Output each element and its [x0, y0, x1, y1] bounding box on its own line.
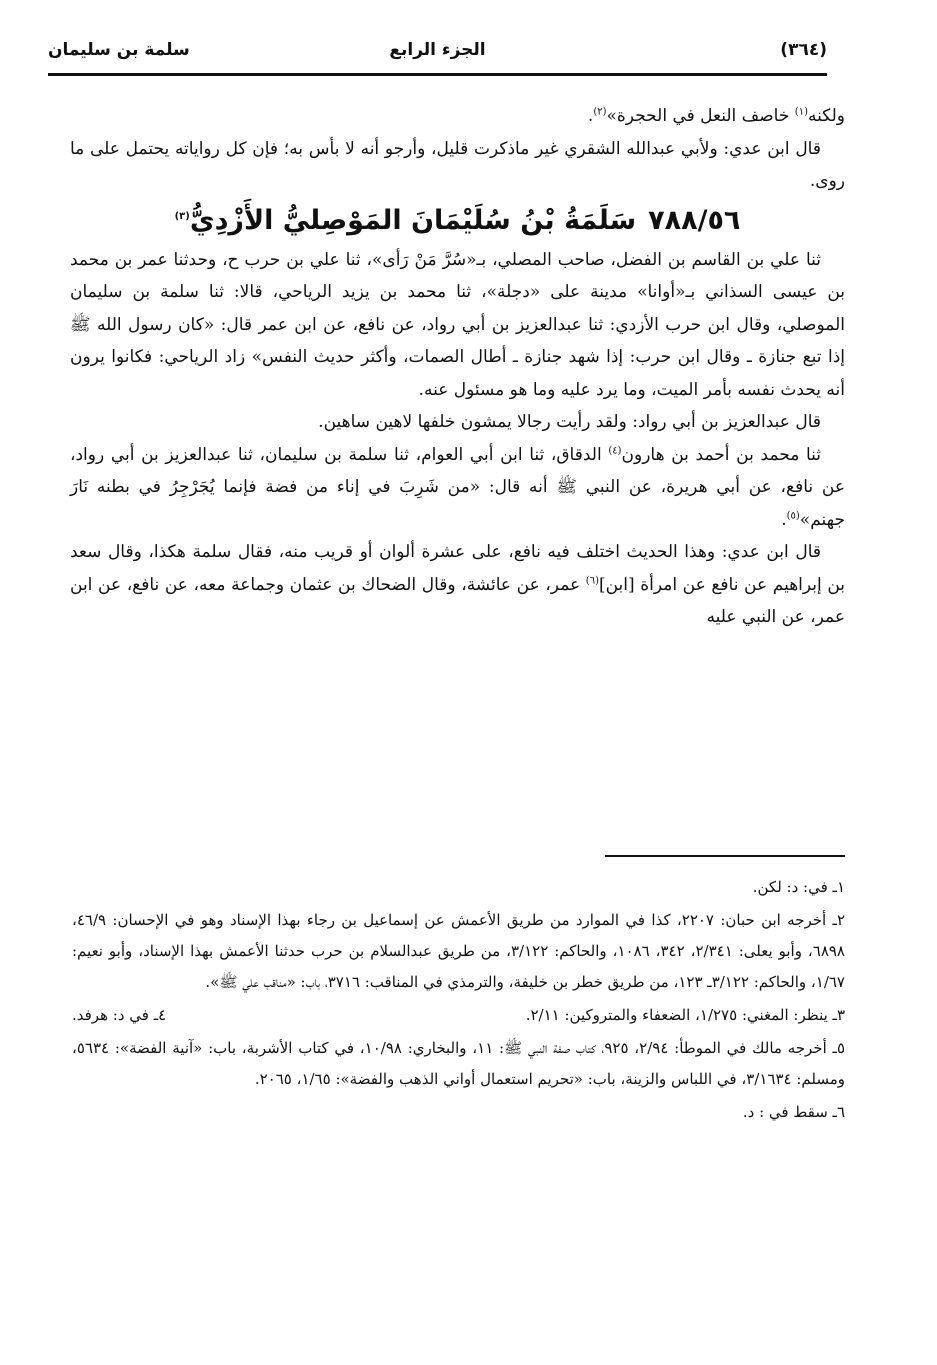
- footnote-marker[interactable]: (٦): [585, 574, 599, 586]
- footnote-marker[interactable]: (١): [794, 106, 808, 118]
- paragraph: ثنا علي بن القاسم بن الفضل، صاحب المصلي، بـ«سُرَّ مَنْ رَأى»، ثنا علي بن حرب ح، وحدثنا عمر بن محمد بن عيسى السذاني بـ«أوانا» مدينة على «دجلة»، ثنا محمد بن يزيد الرياحي، قالا: ثنا سلمة بن سليمان الموصلي، وقال ابن حرب الأزدي: ثنا عبدالعزيز بن أبي رواد، عن نافع، عن ابن عمر قال: «كان رسول الله ﷺ إذا تبع جنازة ـ وقال ابن حرب: إذا شهد جنازة ـ أطال الصمات، وأكثر حديث النفس» زاد الرياحي: فكانوا يرون أنه يحدث نفسه بأمر الميت، وما يرد عليه وما هو مسئول عنه.: [70, 249, 845, 400]
- main-text: [70, 100, 845, 634]
- entry-number: ٧٨٨/٥٦: [648, 204, 741, 236]
- footnote-6: ٦ـ سقط في : د.: [742, 1103, 845, 1121]
- entry-heading: [70, 198, 845, 244]
- paragraph: ولكنه$^{(١)}$ خاصف النعل في الحجرة»$^{(٢)}$.: [587, 106, 845, 126]
- paragraph: قال ابن عدي: وهذا الحديث اختلف فيه نافع، على عشرة ألوان أو قريب منه، فقال سلمة هكذا، وقال سعد بن إبراهيم عن نافع عن امرأة [ابن]$^{(٦)}$ عمر، عن عائشة، وقال الضحاك بن عثمان وجماعة معه، عن نافع، عن ابن عمر، عن النبي عليه: [70, 542, 845, 627]
- volume-title: الجزء الرابع: [389, 40, 486, 60]
- footnote-1: ١ـ في: د: لكن.: [752, 878, 845, 896]
- footnote-5: ٥ـ أخرجه مالك في الموطأ: ٢/٩٤، ٩٢٥، كتاب صفة النبي ﷺ: ١١، والبخاري: ١٠/٩٨، في كتاب الأشربة، باب: «آنية الفضة»: ٥٦٣٤، ومسلم: ٣/١٦٣٤، في اللباس والزينة، باب: «تحريم استعمال أواني الذهب والفضة»: ١/٦٥، ٢٠٦٥.: [72, 1039, 845, 1088]
- footnote-marker[interactable]: (٥): [786, 509, 800, 521]
- paragraph: قال ابن عدي: ولأبي عبدالله الشقري غير ماذكرت قليل، وأرجو أنه لا بأس به؛ فإن كل رواياته يحتمل على ما روى.: [70, 138, 845, 191]
- page-number: (٣٦٤): [780, 40, 827, 60]
- entry-running-title: سلمة بن سليمان: [48, 40, 190, 60]
- running-header: [48, 36, 827, 76]
- footnote-4: ٤ـ في د: هرفد.: [72, 1006, 167, 1024]
- footnote-3: ٣ـ ينظر: المغني: ١/٢٧٥، الضعفاء والمتروكين: ٢/١١.: [525, 1006, 845, 1024]
- footnote-row: [72, 1000, 845, 1031]
- footnote-separator: [605, 855, 845, 857]
- paragraph: قال عبدالعزيز بن أبي رواد: ولقد رأيت رجالا يمشون خلفها لاهين ساهين.: [318, 412, 821, 432]
- footnote-2: ٢ـ أخرجه ابن حبان: ٢٢٠٧، كذا في الموارد من طريق الأعمش عن إسماعيل بن رجاء بهذا الإسناد وهو في الإحسان: ٤٦/٩، ٦٨٩٨، وأبو يعلى: ٢/٣٤١، ٣٤٢، ١٠٨٦، والحاكم: ٣/١٢٢، من طريق عبدالسلام بن حرب حدثنا الأعمش بهذا الإسناد، وأبو نعيم: ١/٦٧، والحاكم: ٣/١٢٢ـ ١٢٣، من طريق خطر بن خليفة، والترمذي في المناقب: ٣٧١٦، باب: «مناقب علي ﷺ».: [72, 911, 845, 991]
- footnote-marker[interactable]: (٢): [593, 106, 607, 118]
- paragraph: ثنا محمد بن أحمد بن هارون$^{(٤)}$ الدقاق، ثنا ابن أبي العوام، ثنا سلمة بن سليمان، ثنا عبدالعزيز بن أبي رواد، عن نافع، عن أبي هريرة، عن النبي ﷺ أنه قال: «من شَرِبَ في إناء من فضة فإنما يُجَرْجِرُ في بطنه نَارَ جهنم»$^{(٥)}$.: [70, 444, 845, 530]
- footnote-marker[interactable]: (٤): [608, 444, 622, 456]
- header-rule: [48, 73, 827, 76]
- footnote-marker[interactable]: (٣): [174, 210, 190, 222]
- footnotes: [72, 872, 845, 1130]
- entry-title: سَلَمَةُ بْنُ سُلَيْمَانَ المَوْصِليُّ الأَزْدِيُّ: [189, 204, 637, 236]
